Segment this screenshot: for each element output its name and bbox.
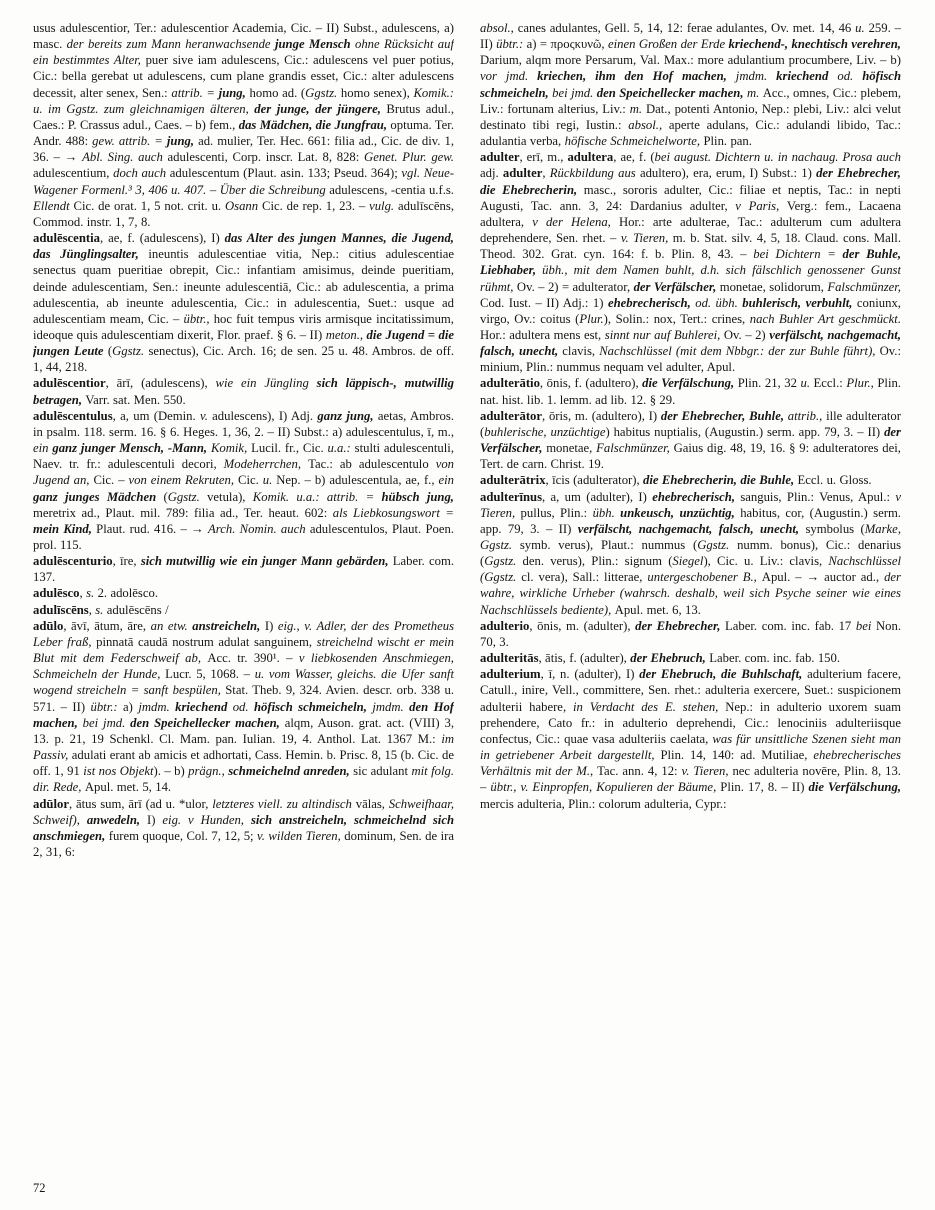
entry-text: v. Tieren, (681, 764, 733, 779)
entry-text: v der Helena, (532, 214, 619, 229)
dictionary-entry (480, 20, 901, 149)
entry-text: m. (629, 101, 646, 116)
entry-text: der Ehebrecher, (635, 618, 726, 633)
entry-text: attrib., (787, 408, 827, 423)
entry-text: absol., (480, 21, 518, 35)
entry-text: Plaut. rud. 416. – → (96, 521, 209, 536)
entry-text: einen Großen der Erde (607, 37, 729, 52)
dictionary-entry (33, 408, 454, 553)
entry-text: , ātis, f. (adulter), (538, 651, 631, 666)
entry-text: kriechend-, knechtisch verehren, (728, 37, 901, 52)
entry-text: Laber. com. inc. fab. 150. (709, 651, 841, 666)
entry-text: kriechend (776, 69, 838, 84)
entry-text: unkeusch, unzüchtig, (620, 505, 741, 520)
entry-text: usus adulescentior, Ter.: adulescentior Academia, Cic. – II) Subst., adulescens, a) masc. (33, 21, 454, 52)
entry-text: streichelnd wischt er mein Blut mit dem Federschweif ab, (33, 634, 454, 666)
entry-text: absol., (628, 117, 669, 132)
entry-text: , (79, 586, 87, 601)
entry-text: ganz jung, (317, 408, 378, 423)
entry-text: adj. (480, 166, 503, 181)
headword: adulter (502, 166, 543, 181)
entry-text: ganz junges Mädchen (33, 489, 164, 504)
entry-text: mercis adulteria, Plin.: colorum adulteria, Cypr.: (480, 796, 727, 811)
entry-text: , ae, f. (adulescens), I) (99, 231, 225, 246)
dictionary-entry (480, 618, 901, 650)
entry-text: nach Buhler Art geschmückt. (749, 311, 901, 326)
entry-text: Abl. Sing. auch (82, 150, 168, 165)
entry-text: habitus, cor, (Augustin.) serm. app. 79, 3. – II) (480, 505, 901, 536)
entry-text: den Hof machen, (33, 699, 454, 730)
entry-text: anwedeln, (86, 812, 148, 827)
dictionary-entry (33, 553, 454, 585)
entry-text: u. (262, 473, 277, 488)
entry-text: letzteres viell. zu altindisch (212, 796, 356, 811)
entry-text: Nachschlüssel (Ggstz. (480, 554, 901, 585)
entry-text: adulescentium, (33, 166, 114, 181)
entry-text: , erī, m., (519, 150, 568, 165)
entry-text: v Tieren, (480, 489, 901, 520)
entry-text: buhlerisch, verbuhlt, (742, 295, 857, 310)
entry-text: bei jmd. (552, 85, 597, 100)
entry-text: adulescenti, Corp. inscr. Lat. 8, 828: (167, 150, 365, 165)
entry-text: vālas, (355, 796, 389, 811)
entry-text: der junge, der jüngere, (254, 101, 387, 116)
entry-text: Stat. Theb. 9, 324. Avien. descr. orb. 338 u. 571. – II) (33, 683, 454, 714)
entry-text: schmeichelnd anreden, (228, 764, 354, 779)
entry-text: ( (163, 489, 168, 504)
entry-text: Verg.: fem., Lacaena adultera, (480, 198, 901, 229)
entry-text: Apul. met. 6, 13. (614, 602, 701, 617)
entry-text: von Jugend an, (33, 457, 454, 488)
entry-text: ). – b) (153, 764, 189, 779)
entry-text: m. (746, 85, 763, 100)
entry-text: adulescentulos, Plaut. Poen. prol. 115. (33, 521, 454, 552)
entry-text: ehebrecherisch, (607, 295, 696, 310)
entry-text: Komik.: u. im Ggstz. zum gleichnamigen älteren, (33, 85, 454, 116)
dictionary-entry (33, 230, 454, 375)
dictionary-entry (480, 149, 901, 375)
headword: adulēscenturio (33, 554, 113, 569)
entry-text: homo senex), (340, 85, 414, 100)
entry-text: Cic. (238, 473, 263, 488)
entry-text: verfälscht, nachgemacht, falsch, unecht, (480, 327, 901, 359)
entry-text: Komik. u.a.: attrib. = (252, 489, 382, 504)
entry-text: vulg. (369, 198, 398, 213)
entry-text: Nep.: in adulterio uxorem suam prehendere, Cato fr.: in adulterio deprehendi, Cic.: lenociniis adulteriisque confectus, Cic.: quae vasa adulteriis caelata, (480, 699, 901, 746)
entry-text: I) (147, 812, 163, 827)
entry-text: u.a.: (327, 441, 355, 456)
entry-text: bei (855, 618, 876, 633)
entry-text: u. (855, 21, 869, 35)
entry-text: , ōnis, f. (adultero), (539, 376, 643, 391)
entry-text: bei Dichtern = (753, 247, 843, 262)
entry-text: Plin. pan. (703, 134, 752, 149)
entry-text: der Verfälscher, (633, 279, 720, 294)
entry-text: adulēscēns / (106, 602, 169, 617)
entry-text: , ī, n. (adulter), I) (540, 667, 640, 682)
entry-text: Siegel (672, 554, 704, 569)
entry-text: der Ehebrecher, Buhle, (660, 408, 788, 423)
headword: adulēscentia (33, 231, 100, 246)
entry-text: Ov.: minium, Plin.: nummus nequam vel adulter, Apul. (480, 344, 901, 375)
entry-text: Komik, (210, 441, 252, 456)
entry-text: übh., mit dem Namen buhlt, d.h. sich fälschlich genossener Gunst rühmt, (480, 263, 901, 294)
entry-text: der Verfälscher, (480, 424, 901, 456)
headword: adultera (567, 150, 614, 165)
headword: adulterātio (480, 376, 540, 391)
entry-text: a) = προςκυνῶ, (526, 37, 608, 52)
entry-text: senectus), Cic. Arch. 16; de sen. 25 u. 48. Ambros. de off. 1, 44, 218. (33, 344, 454, 375)
entry-text: Falschmünzer, (827, 279, 901, 294)
entry-text: bei august. Dichtern u. in nachaug. Prosa auch (654, 150, 901, 165)
entry-text: , ātus sum, ārī (ad u. *ulor, (68, 796, 213, 811)
entry-text: Non. 70, 3. (480, 618, 901, 649)
entry-text: Nachschlüssel (mit dem Nbbgr.: der zur Buhle führt), (599, 344, 880, 359)
dictionary-entry (480, 375, 901, 407)
entry-text: sinnt nur auf Buhlerei, (604, 327, 724, 342)
headword: adūlo (33, 618, 64, 633)
entry-text: ohne Rücksicht auf ein bestimmtes Alter, (33, 37, 454, 68)
entry-text: Rückbildung aus (549, 166, 640, 181)
entry-text: Genet. Plur. gew. (364, 150, 454, 165)
entry-text: Cic. de rep. 1, 23. – (262, 198, 370, 213)
entry-text: cl. vera), Sall.: litterae, (521, 570, 648, 585)
entry-text: Apul. – → auctor ad., (761, 570, 885, 585)
entry-text: coniunx, virgo, Ov.: coitus ( (480, 295, 901, 326)
left-column (33, 20, 454, 1154)
page-number: 72 (33, 1181, 46, 1195)
entry-text: als Liebkosungswort = (332, 505, 454, 520)
entry-text: pinnatā caudā nostrum adulat sanguinem, (96, 634, 317, 649)
entry-text: v. Tieren, (620, 231, 673, 246)
entry-text: untergeschobener B., (647, 570, 762, 585)
dictionary-entry (33, 375, 454, 407)
entry-text: höfisch schmeicheln, (253, 699, 373, 714)
entry-text: in Verdacht des E. stehen, (572, 699, 726, 714)
entry-text: , a, um (adulter), I) (542, 489, 653, 504)
entry-text: ), Cic. u. Liv.: clavis, (703, 554, 829, 569)
entry-text: , ae, f. ( (613, 150, 655, 165)
entry-text: Laber. com. 137. (33, 554, 454, 585)
entry-text: Ellendt (33, 198, 74, 213)
entry-text: adulterium facere, Catull., inire, Vell., committere, Sen. rhet.: adulteria exercere, Suet.: suspicionem adulterii habere, (480, 667, 901, 714)
entry-text: hübsch jung, (381, 489, 454, 504)
entry-text: Dat., potenti Antonio, Nep.: plebi, Liv.: alci velut destinato tibi regi, Iustin.: (480, 101, 901, 132)
entry-text: dominum, Sen. de ira 2, 31, 6: (33, 828, 454, 859)
entry-text: 259. – II) (480, 21, 901, 52)
entry-text: Osann (224, 198, 262, 213)
entry-text: Plin. 21, 32 (737, 376, 801, 391)
entry-text: Falschmünzer, (596, 441, 674, 456)
entry-text: ganz junger Mensch, -Mann, (52, 441, 211, 456)
entry-text: das Alter des jungen Mannes, die Jugend, das Jünglingsalter, (33, 231, 454, 262)
entry-text: der wahre, wirkliche Urheber (wahrsch. deshalb, weil sich Psyche seiner wie eines Nachschlüssels bediente), (480, 570, 901, 617)
entry-text: s. (95, 602, 107, 617)
entry-text: v. (200, 408, 213, 423)
entry-text: ad. mulier, Ter. Hec. 661: filia ad., Cic. de div. 1, 36. – → (33, 134, 454, 165)
entry-text: Ggstz. (697, 538, 738, 552)
entry-text: Tac. ann. 4, 12: (597, 764, 682, 779)
headword: adūlor (33, 796, 69, 811)
entry-text: pullus, Plin.: (520, 505, 593, 520)
entry-text: , āvī, ātum, āre, (63, 618, 151, 633)
dictionary-entry (33, 602, 454, 618)
entry-text: ), Solin.: nox, Tert.: crines, (603, 311, 750, 326)
entry-text: a) (123, 699, 139, 714)
entry-text: die Ehebrecherin, die Buhle, (643, 473, 798, 488)
entry-text: ehebrecherisch, (652, 489, 741, 504)
entry-text: monetae, (546, 441, 597, 456)
entry-text: höfisch schmeicheln, (480, 69, 901, 100)
entry-text: ineuntis adulescentiae vitia, Nep.: citius adulescentiae senectus quam pueritiae obrepit, Cic.: infantiam amisimus, deinde pueritiam, deinde adulescentiam, Sen.: ineunte adulescentiā, Cic.: ab adulescentia, a prima adulescentia, ab ineunte adulescentia, Cic.: in adulescentia, Suet.: usque ad adulescentiam meam, Cic. – (33, 247, 454, 326)
entry-text: Darium, alqm more Persarum, Val. Max.: more adulantium procumbere, Liv. – b) (480, 53, 901, 68)
entry-text: von einem Rekruten, (128, 473, 238, 488)
entry-text: adulescens), I) Adj. (212, 408, 318, 423)
entry-text: aperte adulans, Cic.: adulandi libido, Tac.: adulantia verba, (480, 117, 901, 149)
entry-text: , a, um (Demin. (112, 408, 200, 423)
entry-text: der bereits zum Mann heranwachsende (66, 37, 275, 52)
entry-text: der Buhle, Liebhaber, (480, 247, 901, 278)
entry-text: Cic. – (93, 473, 129, 488)
entry-text: bei jmd. (82, 715, 131, 730)
entry-text: ehebrecherisches Verhältnis mit der M., (480, 748, 901, 779)
dictionary-entry (33, 20, 454, 230)
entry-text: ein (438, 473, 454, 488)
entry-text: der Ehebruch, (630, 651, 710, 666)
entry-text: od. (837, 69, 863, 84)
entry-text: masc., sororis adulter, Cic.: filiae et neptis, Tac.: in nepti Augusti, Tac. ann. 3, 24: Dardanius adulter, (480, 182, 901, 213)
headword: adulēsco (33, 586, 80, 601)
entry-text: die Verfälschung, (642, 376, 738, 391)
entry-text: Varr. sat. Men. 550. (85, 392, 186, 407)
entry-text: u. vom Wasser, gleichs. die Ufer sanft wogend streicheln = sanft bespülen, (33, 667, 454, 698)
headword: adulēscentulus (33, 408, 113, 423)
entry-text: m. b. Stat. silv. 4, 5, 18. Claud. cons. Mall. Theod. 302. Grat. cyn. 164: f. b. Plin. 8, 43. – (480, 231, 901, 262)
entry-text: vetula), (207, 489, 253, 504)
entry-text: ) habitus nuptialis, (Augustin.) serm. app. 79, 3. – II) (605, 424, 885, 439)
headword: adulīscēns (33, 602, 89, 617)
dictionary-entry (480, 408, 901, 473)
dictionary-entry (480, 650, 901, 666)
entry-text: Schweifhaar, Schweif), (33, 796, 454, 827)
entry-text: den Speichellecker machen, (130, 715, 285, 730)
entry-text: das Mädchen, die Jungfrau, (238, 117, 391, 132)
entry-text: , ārī, (adulescens), (105, 376, 216, 391)
headword: adulēscentior (33, 376, 106, 391)
entry-text: Cic. de orat. 1, 5 not. crit. u. (73, 198, 225, 213)
right-column (480, 20, 901, 1154)
entry-text: Eccl. u. Gloss. (797, 473, 872, 488)
headword: adulterātrix (480, 473, 546, 488)
entry-text: Gaius dig. 48, 19, 16. § 9: adulteratores dei, Tert. de carn. Christ. 19. (480, 441, 901, 472)
entry-text: prägn., (188, 764, 229, 779)
entry-text: Plin. 17, 8. – II) (720, 780, 809, 795)
entry-text: Ggstz. (305, 85, 341, 100)
entry-text: meton., (325, 327, 367, 342)
entry-text: sanguis, Plin.: Venus, Apul.: (740, 489, 896, 504)
entry-text: wie ein Jüngling (215, 376, 317, 391)
entry-text: Cod. Iust. – II) Adj.: 1) (480, 295, 608, 310)
dictionary-entry (33, 618, 454, 796)
headword: adulterātor (480, 408, 543, 423)
entry-text: jung, (166, 134, 199, 149)
entry-text: adulīscēns, Commod. instr. 1, 7, 8. (33, 198, 454, 229)
entry-text: verfälscht, nachgemacht, falsch, unecht, (577, 521, 806, 536)
entry-text: sich läppisch-, mutwillig betragen, (33, 376, 454, 407)
entry-text: junge Mensch (274, 37, 355, 52)
entry-text: , īcis (adulterator), (545, 473, 644, 488)
entry-text: Brutus adul., Caes.: P. Crassus adul., Caes. – b) fem., (33, 101, 454, 132)
entry-text: jmdm. (372, 699, 410, 714)
entry-text: anstreicheln, (192, 618, 265, 633)
entry-text: symbolus ( (805, 521, 865, 536)
entry-text: od. (232, 699, 254, 714)
dictionary-entry (33, 796, 454, 861)
entry-text: Plur. (579, 311, 604, 326)
entry-text: alqm, Auson. grat. act. (VIII) 3, 13. p. 21, 19 Schenkl. Cl. Mam. pan. Iulian. 19, 4. Anthol. Lat. 1367 M.: (33, 715, 454, 746)
entry-text: homo ad. ( (249, 85, 306, 100)
entry-text: übtr.: (90, 699, 124, 714)
entry-text: 2. adolēsco. (97, 586, 159, 601)
entry-text: was für unsittliche Szenen sieht man in getriebener Arbeit dargestellt, (480, 731, 901, 763)
entry-text: meretrix ad., Plaut. mil. 789: filia ad., Ter. heaut. 602: (33, 505, 333, 520)
entry-text: od. übh. (695, 295, 743, 310)
entry-text: den. verus), Plin.: signum ( (522, 554, 673, 569)
entry-text: doch auch (113, 166, 170, 181)
entry-text: ille adulterator ( (480, 408, 901, 439)
entry-text: Ggstz. (484, 554, 523, 569)
entry-text: vor jmd. (480, 69, 538, 84)
entry-text: an etw. (150, 618, 193, 633)
entry-text: , ōris, m. (adultero), I) (542, 408, 661, 423)
entry-text: Hor.: adultera mens est, (480, 327, 605, 342)
entry-text: der Ehebruch, die Buhlschaft, (639, 667, 808, 682)
entry-text: übtr., v. Einpropfen, Kopulieren der Bäume, (490, 780, 721, 795)
entry-text: aetas, Ambros. in psalm. 118. serm. 16. § 6. Heges. 1, 36, 2. – II) Subst.: a) adulescentulus, ī, m., (33, 408, 454, 439)
entry-text: , īre, (112, 554, 141, 569)
entry-text: jmdm. (735, 69, 777, 84)
entry-text: stulti adulescentuli, Naev. tr. fr.: adulescentuli decori, (33, 441, 454, 472)
entry-text: adultero), era, erum, I) Subst.: 1) (639, 166, 817, 181)
entry-text: Ov. – 2) (723, 327, 770, 342)
entry-text: die Jugend = die jungen Leute (33, 327, 454, 359)
entry-text: Acc. tr. 390¹. – (207, 651, 299, 666)
headword: adulterium (480, 667, 541, 682)
entry-text: , (88, 602, 96, 617)
entry-text: v liebkosenden Anschmiegen, Schmeicheln der Hunde, (33, 651, 454, 682)
entry-text: übtr.: (496, 37, 527, 52)
entry-text: vgl. Neue-Wagener Formenl.³ 3, 406 u. 407. – Über die Schreibung (33, 166, 454, 197)
entry-text: Lucr. 5, 1068. – (165, 667, 255, 682)
entry-text: übtr., (183, 311, 214, 326)
entry-text: Ov. – 2) = adulterator, (516, 279, 634, 294)
entry-text: adulescentum (Plaut. asin. 133; Pseud. 364); (169, 166, 402, 181)
entry-text: , (542, 166, 550, 181)
entry-text: optuma. Ter. Andr. 488: (33, 117, 454, 149)
entry-text: sic adulant (353, 764, 412, 779)
entry-text: adulati erant ab amicis et adhortati, Cass. Hemin. b. Prisc. 8, 15 (b. Cic. de off. 1, 91 (33, 748, 454, 779)
headword: adulterio (480, 618, 530, 633)
entry-text: Marke, Ggstz. (480, 521, 901, 552)
entry-text: die Verfälschung, (808, 780, 901, 795)
entry-text: Plin. 14, 140: ad. Mutiliae, (660, 748, 814, 763)
entry-text: I) (264, 618, 278, 633)
dictionary-entry (480, 666, 901, 811)
entry-text: mein Kind, (33, 521, 97, 536)
entry-text: sich anstreicheln, schmeichelnd sich anschmiegen, (33, 812, 454, 843)
entry-text: kriechend (175, 699, 233, 714)
entry-text: numm. bonus), Cic.: denarius ( (480, 538, 901, 569)
entry-text: Plur., (846, 376, 878, 391)
text-block (33, 20, 902, 1154)
entry-text: adulescens, -centia u.f.s. (329, 182, 454, 197)
entry-text: monetae, solidorum, (719, 279, 828, 294)
headword: adulterīnus (480, 489, 543, 504)
entry-text: symb. verus), Plaut.: nummus ( (519, 538, 698, 552)
entry-text: attrib. = (171, 85, 219, 100)
entry-text: v Paris, (735, 198, 787, 213)
entry-text: den Speichellecker machen, (596, 85, 747, 100)
entry-text: ist nos Objekt (83, 764, 154, 779)
entry-text: mit folg. dir. Rede, (33, 764, 454, 795)
entry-text: Ggstz. (112, 344, 149, 359)
dictionary-entry (33, 585, 454, 601)
entry-text: höfische Schmeichelworte, (564, 134, 704, 149)
entry-text: canes adulantes, Gell. 5, 14, 12: ferae adulantes, Ov. met. 14, 46 (517, 21, 856, 35)
entry-text: furem quoque, Col. 7, 12, 5; (108, 828, 258, 843)
entry-text: ein (33, 441, 53, 456)
entry-text: s. (86, 586, 98, 601)
entry-text: Acc., omnes, Cic.: plebem, Liv.: fortunam alterius, Liv.: (480, 85, 901, 116)
entry-text: Modeherrchen, (223, 457, 309, 472)
dictionary-entry (480, 489, 901, 618)
entry-text: puer sive iam adulescens, Cic.: adulescens vel puer potius, Cic.: bella gerebat ut adulescens, cum plane grandis esset, Cic.: alter adulescens decessit, alter senex, Sen.: (33, 53, 454, 100)
entry-text: sich mutwillig wie ein junger Mann gebärden, (140, 554, 393, 569)
entry-text: übh. (592, 505, 621, 520)
entry-text: eig. v Hunden, (162, 812, 251, 827)
entry-text: jmdm. (138, 699, 176, 714)
entry-text: Nep. – b) adulescentula, ae, f., (276, 473, 439, 488)
entry-text: Plin. nat. hist. lib. 1. lemm. ad lib. 12. § 29. (480, 376, 901, 407)
entry-text: Apul. met. 5, 14. (84, 780, 172, 795)
entry-text: u. (800, 376, 814, 391)
entry-text: buhlerische, unzüchtige (484, 424, 606, 439)
entry-text: ( (107, 344, 113, 359)
entry-text: der Ehebrecher, die Ehebrecherin, (480, 166, 901, 197)
entry-text: Eccl.: (813, 376, 847, 391)
entry-text: , ōnis, m. (adulter), (529, 618, 636, 633)
dictionary-entry (480, 472, 901, 488)
entry-text: im Passiv, (33, 731, 454, 763)
entry-text: v. wilden Tieren, (257, 828, 345, 843)
entry-text: Lucil. fr., Cic. (251, 441, 328, 456)
entry-text: eig., v. Adler, der des Prometheus Leber fraß, (33, 618, 454, 649)
entry-text: jung, (218, 85, 250, 100)
headword: adulteritās (480, 651, 539, 666)
entry-text: nec adulteria novēre, Plin. 8, 13. – (480, 764, 901, 795)
entry-text: gew. attrib. = (92, 134, 167, 149)
entry-text: hoc fuit tempus viris armisque incitatissimum, ideoque quis adulescentiam dixerit, Flor. praef. § 6. – II) (33, 311, 454, 342)
entry-text: Arch. Nomin. auch (208, 521, 310, 536)
entry-text: kriechen, ihm den Hof machen, (537, 69, 736, 84)
entry-text: Hor.: arte adulterae, Tac.: adulterum cum adultera deprehendere, Sen. rhet. – (480, 214, 901, 246)
entry-text: Ggstz. (167, 489, 208, 504)
entry-text: Laber. com. inc. fab. 17 (725, 618, 856, 633)
entry-text: clavis, (562, 344, 600, 359)
entry-text: Tac.: ab adulescentulo (308, 457, 436, 472)
headword: adulter (480, 150, 520, 165)
